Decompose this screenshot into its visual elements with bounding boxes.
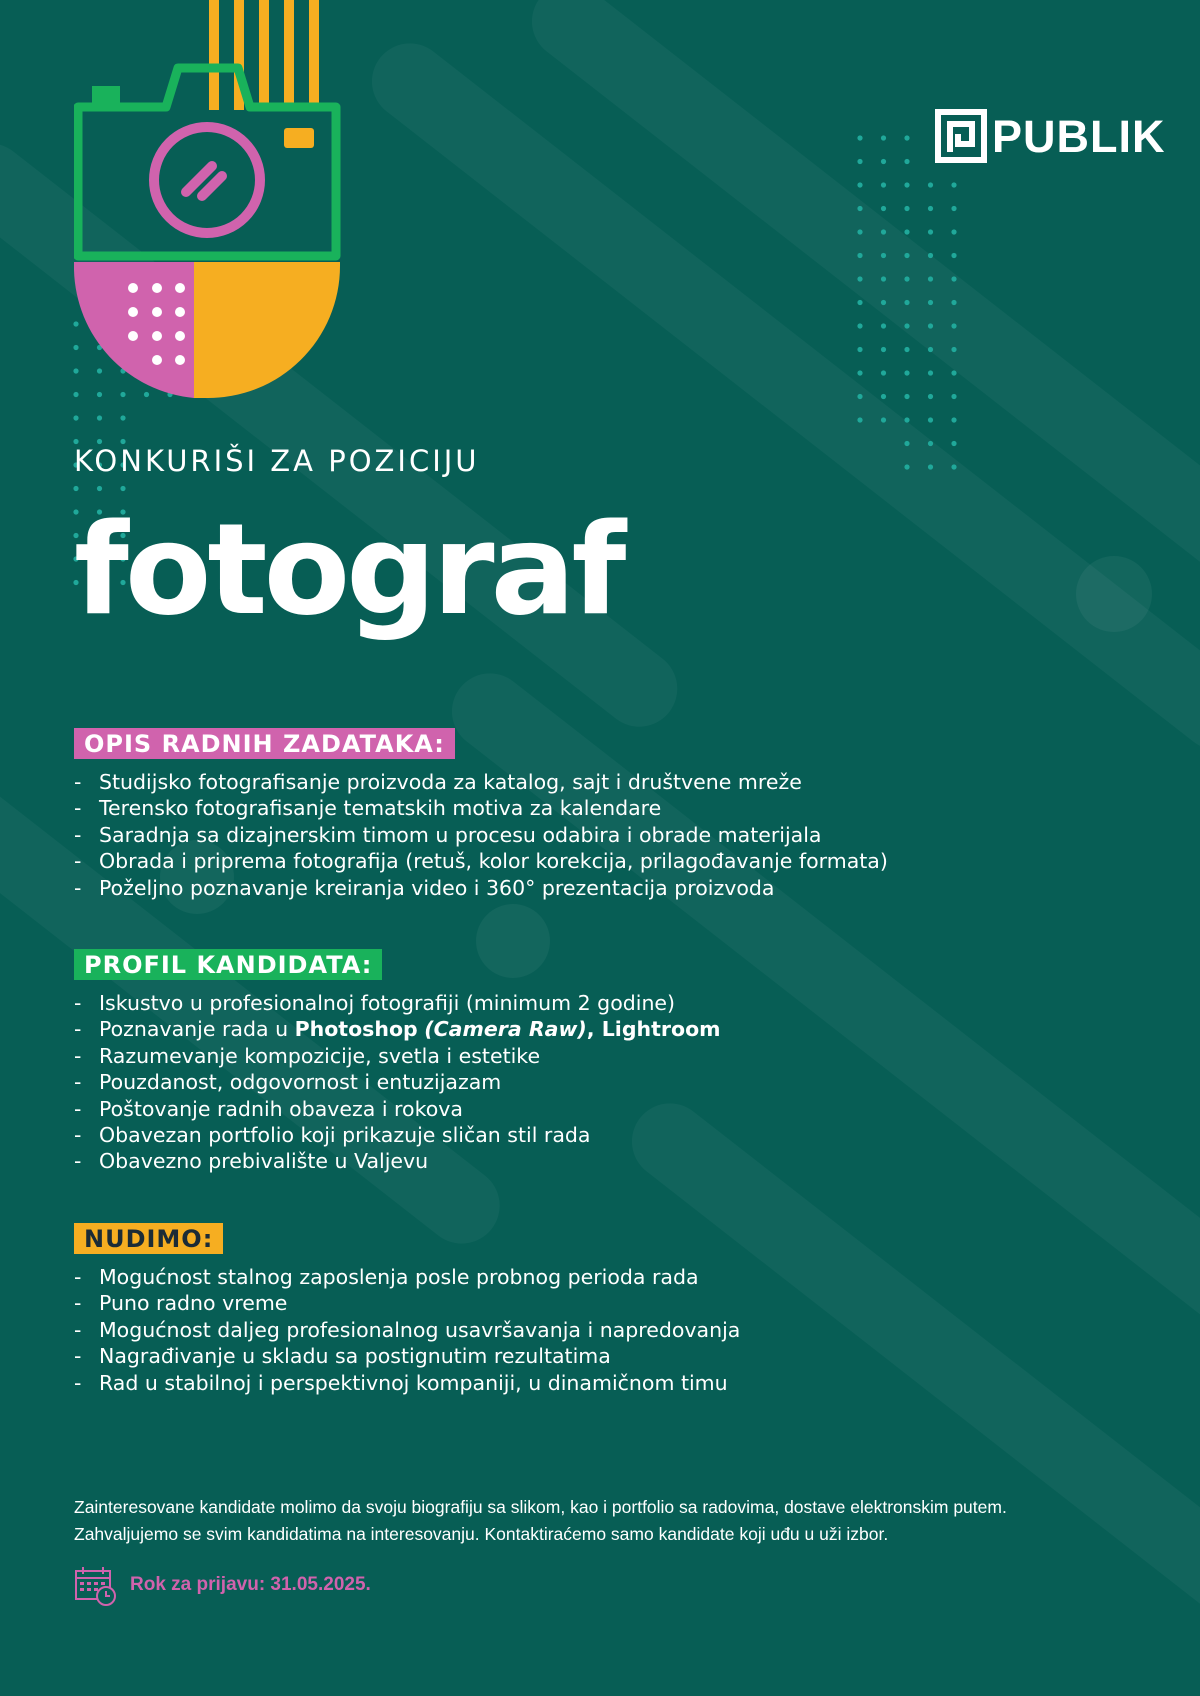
- deadline-text: Rok za prijavu: 31.05.2025.: [130, 1574, 371, 1595]
- decorative-dot: [881, 323, 886, 328]
- decorative-dot: [881, 370, 886, 375]
- decorative-dot: [881, 135, 886, 140]
- logo-mark-icon: [934, 108, 988, 164]
- duties-list: [74, 769, 888, 901]
- software-photoshop: Photoshop: [294, 1017, 418, 1042]
- decorative-dot: [928, 253, 933, 258]
- list-item: - Studijsko fotografisanje proizvoda za katalog, sajt i društvene mreže: [74, 770, 802, 794]
- decorative-dot: [951, 300, 956, 305]
- decorative-dot: [857, 300, 862, 305]
- decorative-dot: [951, 182, 956, 187]
- decorative-dot: [881, 417, 886, 422]
- list-item: - Saradnja sa dizajnerskim timom u procesu odabira i obrade materijala: [74, 822, 822, 847]
- offer-heading: NUDIMO:: [74, 1223, 223, 1254]
- decorative-dot: [928, 441, 933, 446]
- decorative-dot: [904, 159, 909, 164]
- decorative-dot: [951, 323, 956, 328]
- list-item: - Puno radno vreme: [74, 1291, 288, 1316]
- decorative-dot: [928, 182, 933, 187]
- list-item: - Pouzdanost, odgovornost i entuzijazam: [74, 1070, 502, 1095]
- decorative-dot: [857, 276, 862, 281]
- profile-section: [74, 949, 721, 1175]
- decorative-dot: [904, 417, 909, 422]
- decorative-dot: [857, 253, 862, 258]
- list-item: - Terensko fotografisanje tematskih motiva za kalendare: [74, 796, 662, 821]
- decorative-dot: [120, 486, 125, 491]
- offer-list: [74, 1264, 740, 1396]
- decorative-dot: [904, 464, 909, 469]
- decorative-dot: [951, 370, 956, 375]
- decorative-dot: [928, 323, 933, 328]
- list-item: - Iskustvo u profesionalnoj fotografiji (minimum 2 godine): [74, 991, 676, 1015]
- decorative-dot: [951, 229, 956, 234]
- decorative-dot: [881, 347, 886, 352]
- decorative-dot: [857, 394, 862, 399]
- decorative-dot: [951, 206, 956, 211]
- decorative-dot: [904, 323, 909, 328]
- decorative-dot: [928, 276, 933, 281]
- publik-logo: [934, 108, 1166, 164]
- decorative-dot: [73, 415, 78, 420]
- decorative-dot: [881, 300, 886, 305]
- decorative-dot: [857, 229, 862, 234]
- software-camera-raw: (Camera Raw): [424, 1017, 587, 1042]
- job-title: fotograf: [74, 496, 623, 643]
- decorative-dot: [857, 347, 862, 352]
- logo-text: PUBLIK: [992, 111, 1166, 162]
- decorative-dot: [120, 415, 125, 420]
- decorative-dot: [881, 253, 886, 258]
- decorative-dot: [857, 206, 862, 211]
- decorative-dot: [857, 417, 862, 422]
- list-item: - Mogućnost daljeg profesionalnog usavršavanja i napredovanja: [74, 1317, 741, 1342]
- list-item: - Obavezno prebivalište u Valjevu: [74, 1149, 429, 1174]
- decorative-dot: [928, 347, 933, 352]
- decorative-dot: [928, 300, 933, 305]
- decorative-dot: [857, 182, 862, 187]
- decorative-dot: [904, 253, 909, 258]
- software-lightroom: Lightroom: [601, 1017, 721, 1042]
- decorative-dot: [928, 417, 933, 422]
- decorative-dot: [904, 276, 909, 281]
- decorative-dot: [951, 347, 956, 352]
- decorative-dot: [928, 464, 933, 469]
- duties-section: [74, 728, 888, 901]
- decorative-dot: [928, 229, 933, 234]
- application-note-line: Zainteresovane kandidate molimo da svoju biografiju sa slikom, kao i portfolio sa radovima, dostave elektronskim putem.: [74, 1497, 1007, 1517]
- decorative-dot: [951, 394, 956, 399]
- list-item: - Razumevanje kompozicije, svetla i estetike: [74, 1043, 541, 1068]
- profile-list: [74, 990, 721, 1175]
- eyebrow-text: KONKURIŠI ZA POZICIJU: [74, 444, 480, 478]
- offer-section: [74, 1223, 740, 1396]
- decorative-dot: [857, 135, 862, 140]
- decorative-dot: [951, 253, 956, 258]
- list-item: - Poznavanje rada u Photoshop (Camera Raw), Lightroom: [74, 1017, 721, 1042]
- list-item: - Poštovanje radnih obaveza i rokova: [74, 1096, 463, 1121]
- decorative-dot: [928, 394, 933, 399]
- decorative-dot: [97, 415, 102, 420]
- camera-icon: [74, 0, 354, 400]
- decorative-dot: [928, 206, 933, 211]
- background-circle: [1076, 556, 1152, 632]
- decorative-dot: [904, 347, 909, 352]
- decorative-dot: [904, 229, 909, 234]
- decorative-dot: [904, 370, 909, 375]
- profile-heading: PROFIL KANDIDATA:: [74, 949, 382, 980]
- decorative-dot: [881, 159, 886, 164]
- duties-heading: OPIS RADNIH ZADATAKA:: [74, 728, 455, 759]
- decorative-dot: [904, 394, 909, 399]
- list-item: - Obavezan portfolio koji prikazuje sličan stil rada: [74, 1123, 591, 1148]
- decorative-dot: [951, 276, 956, 281]
- dot-grid-right: [856, 134, 976, 504]
- decorative-dot: [857, 370, 862, 375]
- decorative-dot: [857, 323, 862, 328]
- application-note-line: Zahvaljujemo se svim kandidatima na interesovanju. Kontaktiraćemo samo kandidate koji uđu u uži izbor.: [74, 1524, 889, 1544]
- decorative-dot: [928, 370, 933, 375]
- decorative-dot: [951, 441, 956, 446]
- decorative-dot: [97, 486, 102, 491]
- decorative-dot: [881, 229, 886, 234]
- list-item: - Rad u stabilnoj i perspektivnoj kompaniji, u dinamičnom timu: [74, 1370, 728, 1395]
- calendar-clock-icon: [74, 1566, 118, 1606]
- decorative-dot: [73, 486, 78, 491]
- list-item: - Obrada i priprema fotografija (retuš, kolor korekcija, prilagođavanje formata): [74, 849, 888, 874]
- decorative-dot: [904, 135, 909, 140]
- list-item: - Mogućnost stalnog zaposlenja posle probnog perioda rada: [74, 1265, 699, 1289]
- decorative-dot: [904, 206, 909, 211]
- list-item: - Poželjno poznavanje kreiranja video i 360° prezentacija proizvoda: [74, 875, 775, 900]
- decorative-dot: [881, 394, 886, 399]
- decorative-dot: [881, 182, 886, 187]
- list-item: - Nagrađivanje u skladu sa postignutim rezultatima: [74, 1344, 611, 1369]
- decorative-dot: [904, 441, 909, 446]
- decorative-dot: [904, 300, 909, 305]
- application-note: [74, 1494, 1134, 1548]
- decorative-dot: [951, 464, 956, 469]
- decorative-dot: [951, 417, 956, 422]
- decorative-dot: [904, 182, 909, 187]
- decorative-dot: [881, 206, 886, 211]
- decorative-dot: [881, 276, 886, 281]
- decorative-dot: [857, 159, 862, 164]
